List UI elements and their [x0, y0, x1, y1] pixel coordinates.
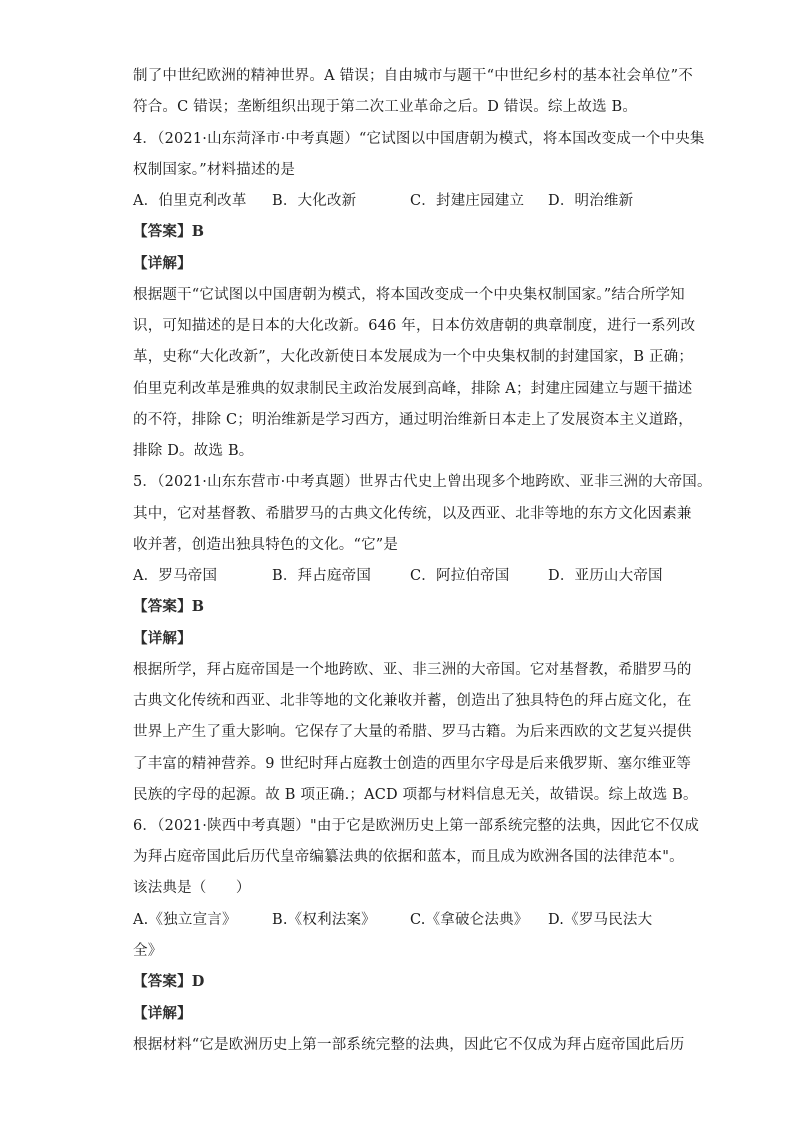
text-line: 革，史称“大化改新”，大化改新使日本发展成为一个中央集权制的封建国家，B 正确；: [133, 349, 694, 365]
text-line: 识，可知描述的是日本的大化改新。646 年，日本仿效唐朝的典章制度，进行一系列改: [133, 318, 696, 334]
option-d: D．亚历山大帝国: [548, 568, 663, 584]
question-5-stem: 其中，它对基督教、希腊罗马的古典文化传统，以及西亚、北非等地的东方文化因素兼: [133, 506, 692, 522]
option-c: C．阿拉伯帝国: [410, 568, 510, 584]
question-4-options: [133, 190, 663, 212]
question-6-options: [133, 909, 663, 931]
option-b: B.《权利法案》: [272, 912, 376, 928]
answer-label: 【答案】B: [133, 598, 205, 615]
text-line: 制了中世纪欧洲的精神世界。A 错误；自由城市与题干“中世纪乡村的基本社会单位”不: [133, 68, 693, 84]
text-line: 排除 D。故选 B。: [133, 443, 254, 459]
text-line: 世界上产生了重大影响。它保存了大量的希腊、罗马古籍。为后来西欧的文艺复兴提供: [133, 724, 692, 740]
option-c: C.《拿破仑法典》: [410, 912, 529, 928]
text-line: 根据材料“它是欧洲历史上第一部系统完整的法典，因此它不仅成为拜占庭帝国此后历: [133, 1037, 685, 1053]
option-b: B．大化改新: [272, 193, 357, 209]
question-6-stem: 该法典是（ ）: [133, 880, 251, 896]
question-5-options: [133, 565, 663, 587]
explanation-label: 【详解】: [133, 255, 192, 272]
text-line: 的不符，排除 C；明治维新是学习西方，通过明治维新日本走上了发展资本主义道路，: [133, 412, 694, 428]
answer-label: 【答案】B: [133, 223, 205, 240]
text-line: 伯里克利改革是雅典的奴隶制民主政治发展到高峰，排除 A；封建庄园建立与题干描述: [133, 381, 693, 397]
text-line: 符合。C 错误；垄断组织出现于第二次工业革命之后。D 错误。综上故选 B。: [133, 99, 638, 115]
text-line: 了丰富的精神营养。9 世纪时拜占庭教士创造的西里尔字母是后来俄罗斯、塞尔维亚等: [133, 756, 692, 772]
text-line: 民族的字母的起源。故 B 项正确.；ACD 项都与材料信息无关，故错误。综上故选 B。: [133, 787, 698, 803]
question-4-stem: 权制国家。”材料描述的是: [133, 162, 296, 178]
explanation-label: 【详解】: [133, 1005, 192, 1022]
option-c: C．封建庄园建立: [410, 193, 525, 209]
option-b: B．拜占庭帝国: [272, 568, 372, 584]
option-d-continued: 全》: [133, 943, 163, 959]
option-a: A.《独立宣言》: [133, 912, 237, 928]
explanation-label: 【详解】: [133, 630, 192, 647]
option-d: D．明治维新: [548, 193, 634, 209]
question-5-stem: 收并著，创造出独具特色的文化。“它”是: [133, 537, 399, 553]
option-a: A．伯里克利改革: [133, 193, 247, 209]
answer-label: 【答案】D: [133, 973, 205, 990]
text-line: 古典文化传统和西亚、北非等地的文化兼收并蓄，创造出了独具特色的拜占庭文化，在: [133, 693, 692, 709]
question-6-stem: 为拜占庭帝国此后历代皇帝编纂法典的依据和蓝本，而且成为欧洲各国的法律范本"。: [133, 849, 684, 865]
question-4-stem: 4．（2021·山东菏泽市·中考真题）“它试图以中国唐朝为模式，将本国改变成一个中央集: [133, 131, 705, 147]
question-6-stem: 6．（2021·陕西中考真题）"由于它是欧洲历史上第一部系统完整的法典，因此它不仅成: [133, 818, 700, 834]
text-line: 根据所学，拜占庭帝国是一个地跨欧、亚、非三洲的大帝国。它对基督教，希腊罗马的: [133, 662, 692, 678]
text-line: 根据题干“它试图以中国唐朝为模式，将本国改变成一个中央集权制国家。”结合所学知: [133, 287, 685, 303]
option-a: A．罗马帝国: [133, 568, 218, 584]
question-5-stem: 5．（2021·山东东营市·中考真题）世界古代史上曾出现多个地跨欧、亚非三洲的大帝国。: [133, 474, 712, 490]
option-d: D.《罗马民法大: [548, 912, 653, 928]
